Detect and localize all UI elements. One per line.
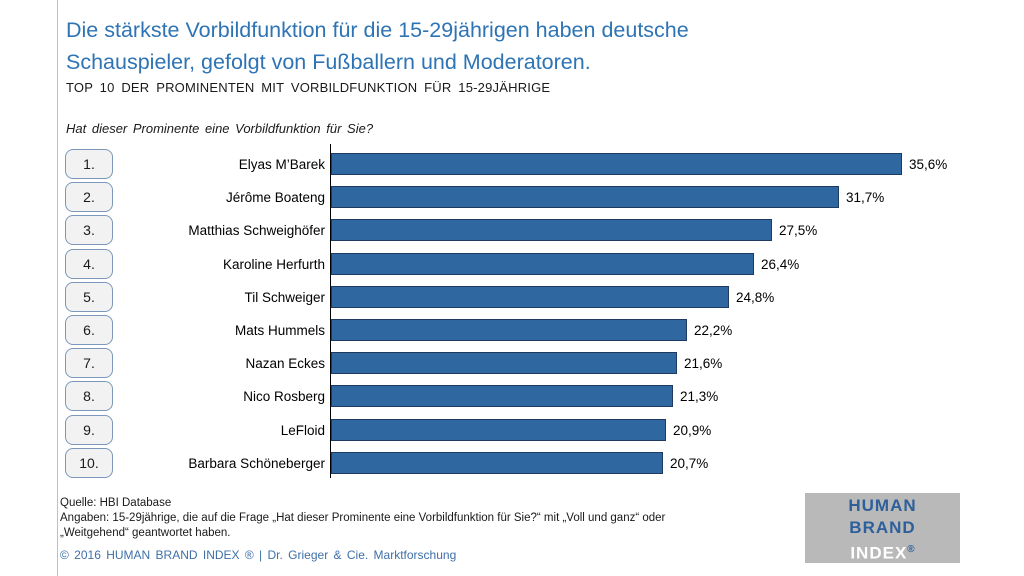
chart-row — [0, 380, 1024, 413]
chart-subtitle: TOP 10 DER PROMINENTEN MIT VORBILDFUNKTION FÜR 15-29JÄHRIGE — [66, 80, 551, 95]
category-label: Karoline Herfurth — [222, 257, 325, 272]
chart-row — [0, 314, 1024, 347]
footnote — [60, 496, 800, 542]
rank-badge: 4. — [65, 249, 113, 279]
logo-line-brand: BRAND — [849, 518, 916, 537]
page-title-line-1: Die stärkste Vorbildfunktion für die 15-29jährigen haben deutsche — [66, 18, 689, 42]
category-label: Nico Rosberg — [243, 389, 325, 404]
bar — [331, 286, 729, 308]
chart-row — [0, 148, 1024, 181]
category-label: Elyas M’Barek — [238, 157, 325, 172]
bar — [331, 419, 666, 441]
category-label: LeFloid — [280, 423, 325, 438]
category-label: Barbara Schöneberger — [188, 456, 325, 471]
page-title-line-2: Schauspieler, gefolgt von Fußballern und Moderatoren. — [66, 50, 591, 74]
value-label: 31,7% — [846, 190, 885, 205]
note-line-1: Angaben: 15-29jährige, die auf die Frage „Hat dieser Prominente eine Vorbildfunktion für Sie?“ mit „Voll und ganz“ oder — [60, 512, 666, 525]
value-label: 20,7% — [670, 456, 709, 471]
rank-badge: 3. — [65, 215, 113, 245]
category-label: Matthias Schweighöfer — [188, 223, 325, 238]
category-label: Jérôme Boateng — [225, 190, 325, 205]
bar — [331, 253, 754, 275]
rank-badge: 2. — [65, 182, 113, 212]
human-brand-index-logo — [805, 493, 960, 563]
rank-badge: 9. — [65, 415, 113, 445]
rank-badge: 10. — [65, 448, 113, 478]
bar — [331, 452, 663, 474]
category-label: Til Schweiger — [244, 290, 325, 305]
value-label: 27,5% — [779, 223, 818, 238]
copyright-line: © 2016 HUMAN BRAND INDEX ® | Dr. Grieger & Cie. Marktforschung — [60, 548, 457, 562]
registered-trademark-symbol: ® — [907, 544, 915, 555]
category-label: Nazan Eckes — [245, 356, 325, 371]
value-label: 35,6% — [909, 157, 948, 172]
bar — [331, 319, 687, 341]
rank-badge: 1. — [65, 149, 113, 179]
rank-badge: 5. — [65, 282, 113, 312]
chart-row — [0, 447, 1024, 480]
rank-badge: 6. — [65, 315, 113, 345]
chart-row — [0, 414, 1024, 447]
source-line: Quelle: HBI Database — [60, 497, 172, 509]
chart-row — [0, 248, 1024, 281]
logo-line-human: HUMAN — [848, 496, 917, 515]
bar — [331, 153, 902, 175]
rank-badge: 8. — [65, 381, 113, 411]
value-label: 21,6% — [684, 356, 723, 371]
value-label: 21,3% — [680, 389, 719, 404]
bar — [331, 385, 673, 407]
logo-index-text: INDEX — [850, 543, 908, 563]
logo-line-index — [805, 539, 960, 565]
chart-row — [0, 214, 1024, 247]
survey-question: Hat dieser Prominente eine Vorbildfunktion für Sie? — [66, 121, 374, 136]
page-title — [66, 14, 976, 78]
category-label: Mats Hummels — [234, 323, 325, 338]
bar — [331, 352, 677, 374]
value-label: 22,2% — [694, 323, 733, 338]
value-label: 20,9% — [673, 423, 712, 438]
bar — [331, 186, 839, 208]
value-label: 24,8% — [736, 290, 775, 305]
chart-row — [0, 181, 1024, 214]
note-line-2: „Weitgehend“ geantwortet haben. — [60, 527, 231, 540]
chart-row — [0, 281, 1024, 314]
chart-row — [0, 347, 1024, 380]
value-label: 26,4% — [761, 257, 800, 272]
rank-badge: 7. — [65, 348, 113, 378]
bar — [331, 219, 772, 241]
